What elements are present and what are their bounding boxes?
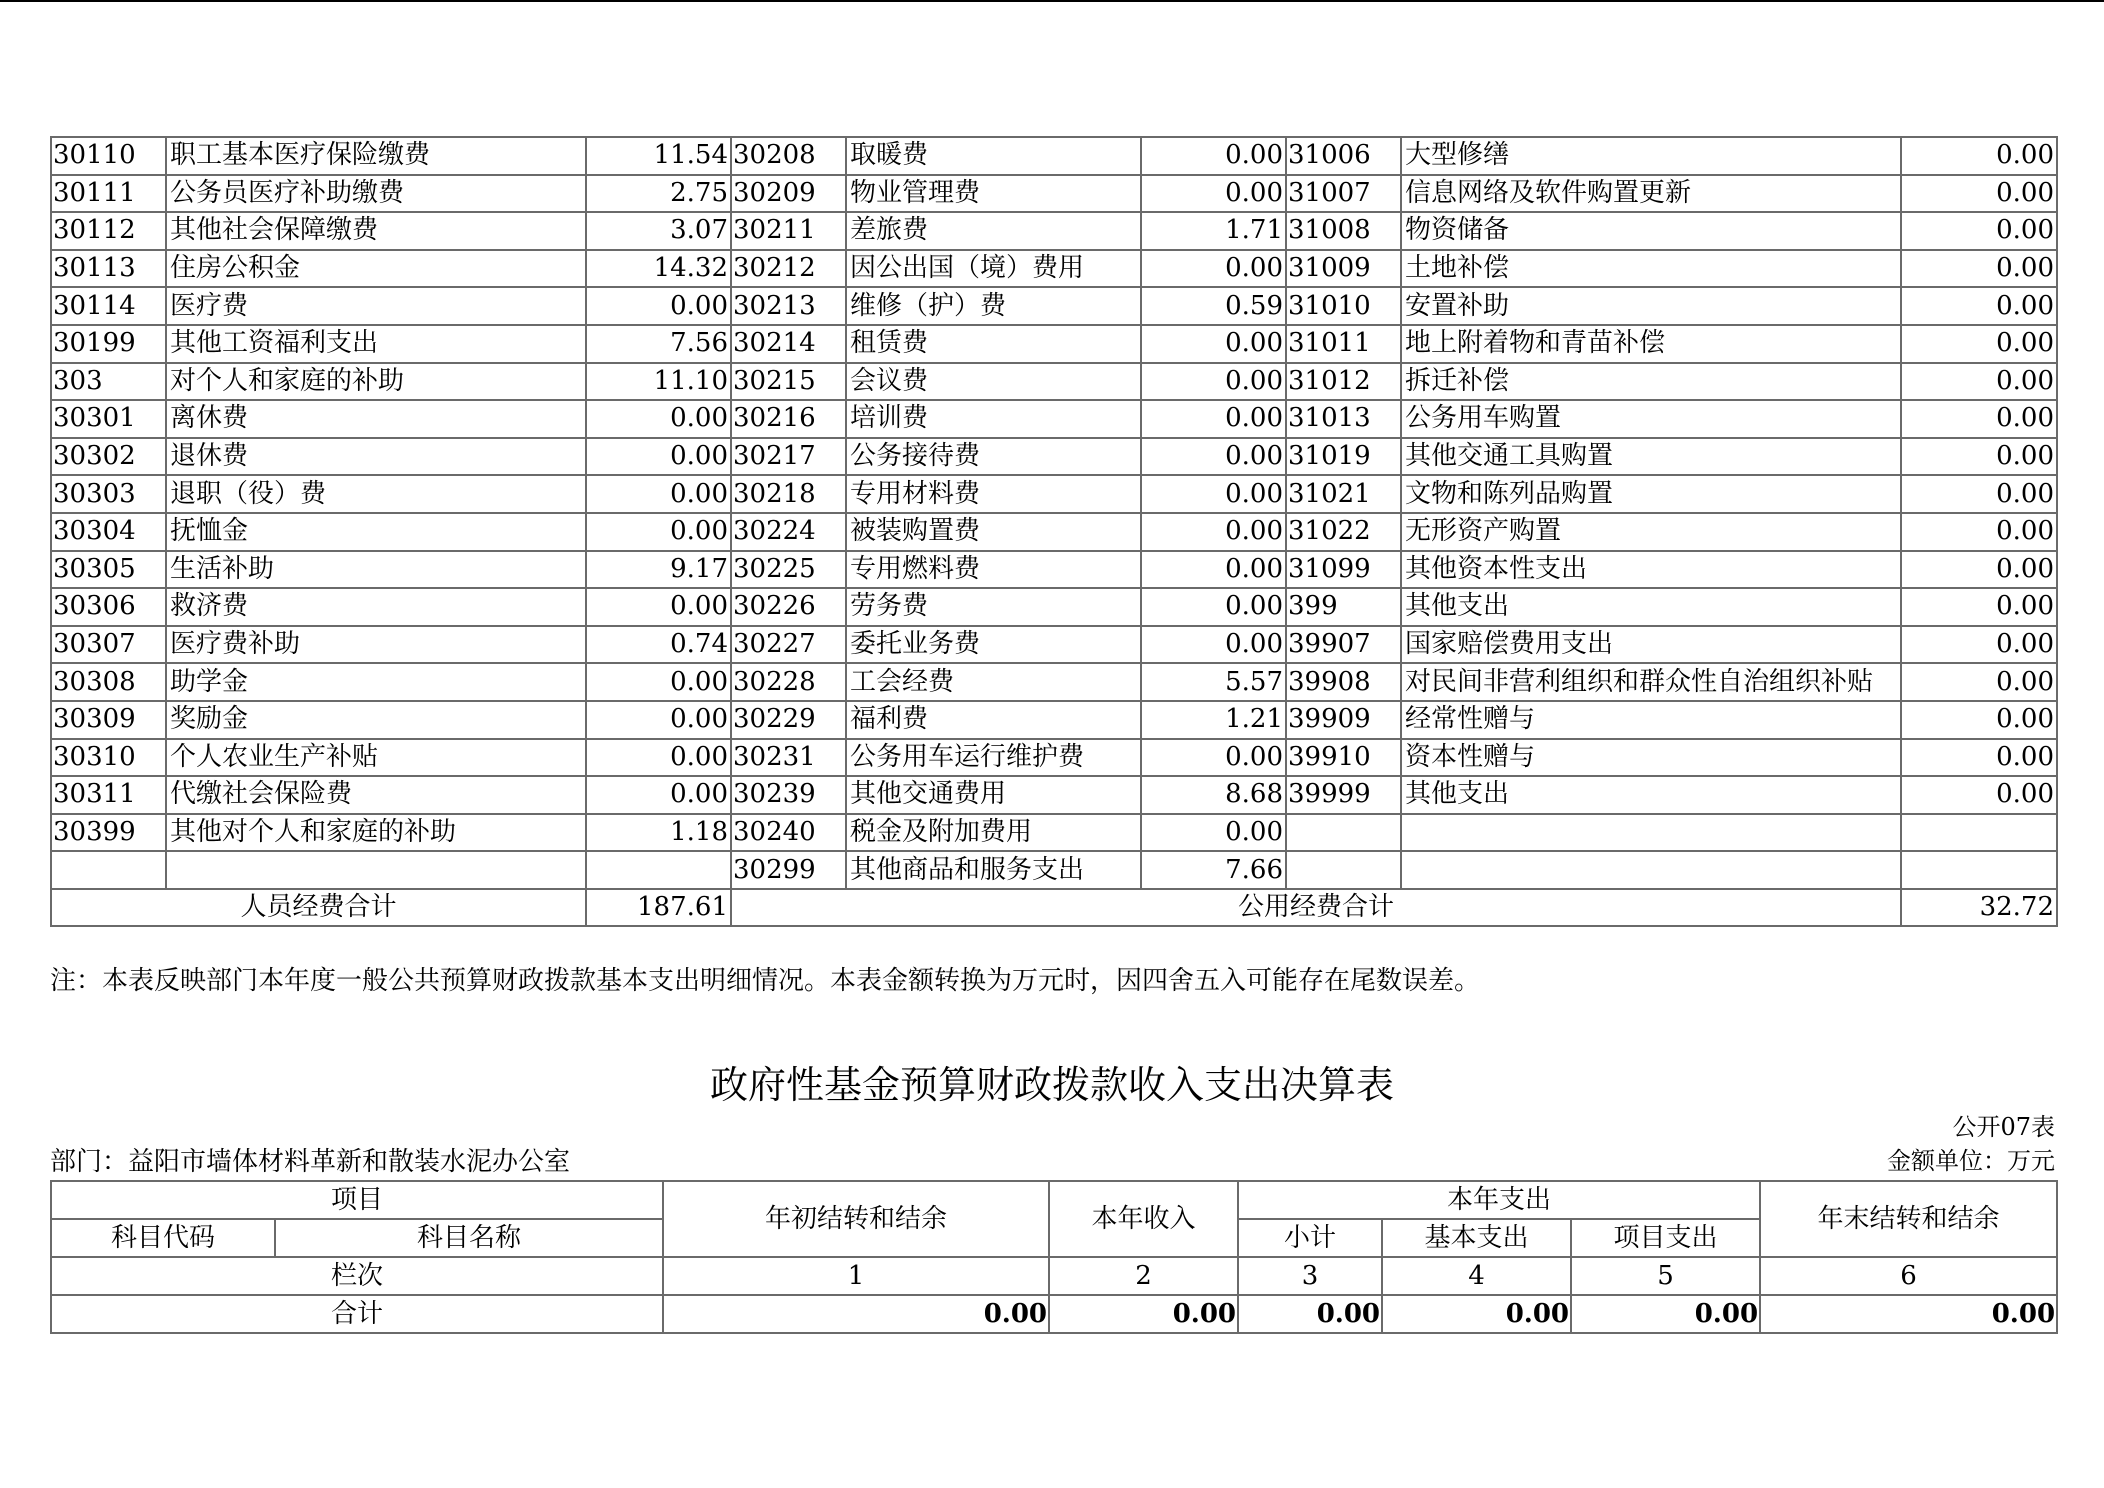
public-total-label: 公用经费合计: [731, 889, 1901, 927]
subject-amount: 1.71: [1141, 212, 1286, 250]
subject-amount: 0.00: [1901, 438, 2057, 476]
subject-amount: 8.68: [1141, 776, 1286, 814]
subject-code: 30224: [731, 513, 846, 551]
subject-name: 维修（护）费: [846, 287, 1141, 325]
subject-name: 公务接待费: [846, 438, 1141, 476]
subject-amount: 1.21: [1141, 701, 1286, 739]
fund-total-value: 0.00: [1760, 1295, 2057, 1333]
subject-code: 31021: [1286, 475, 1401, 513]
table-row: [51, 175, 2057, 213]
header-subject-name: 科目名称: [275, 1219, 663, 1257]
subject-amount: 0.00: [586, 588, 731, 626]
column-number: 5: [1571, 1257, 1760, 1295]
table-row: [51, 626, 2057, 664]
personnel-total-label: 人员经费合计: [51, 889, 586, 927]
subject-code: 30114: [51, 287, 166, 325]
subject-amount: 0.00: [586, 400, 731, 438]
subject-name: 生活补助: [166, 551, 586, 589]
subject-code: 399: [1286, 588, 1401, 626]
subject-name: 拆迁补偿: [1401, 363, 1901, 401]
subject-amount: 0.00: [1901, 701, 2057, 739]
subject-name: 差旅费: [846, 212, 1141, 250]
subject-name: 国家赔偿费用支出: [1401, 626, 1901, 664]
department-label: 部门：益阳市墙体材料革新和散装水泥办公室: [50, 1147, 571, 1177]
subject-amount: 0.00: [586, 701, 731, 739]
subject-code: 30216: [731, 400, 846, 438]
subject-code: 30307: [51, 626, 166, 664]
subject-name: 劳务费: [846, 588, 1141, 626]
subject-name: 资本性赠与: [1401, 739, 1901, 777]
column-number: 3: [1238, 1257, 1382, 1295]
table-row: [51, 776, 2057, 814]
subject-code: 30215: [731, 363, 846, 401]
subject-code: 30113: [51, 250, 166, 288]
table-row: [51, 325, 2057, 363]
subject-name: 救济费: [166, 588, 586, 626]
subject-code: 30214: [731, 325, 846, 363]
subject-code: [51, 851, 166, 889]
subject-name: [166, 851, 586, 889]
subject-code: 30311: [51, 776, 166, 814]
subject-amount: 7.66: [1141, 851, 1286, 889]
table-row: [51, 814, 2057, 852]
subject-name: 其他商品和服务支出: [846, 851, 1141, 889]
fund-total-value: 0.00: [1571, 1295, 1760, 1333]
subject-code: 30212: [731, 250, 846, 288]
subject-code: 30309: [51, 701, 166, 739]
subject-name: 其他支出: [1401, 776, 1901, 814]
subject-code: 31007: [1286, 175, 1401, 213]
subject-name: 助学金: [166, 663, 586, 701]
subject-amount: 11.54: [586, 137, 731, 175]
subject-amount: 0.00: [1141, 551, 1286, 589]
header-subtotal: 小计: [1238, 1219, 1382, 1257]
table-row: [51, 739, 2057, 777]
page-top-border: [0, 0, 2104, 2]
subject-amount: 0.00: [586, 475, 731, 513]
subject-amount: 0.00: [1901, 551, 2057, 589]
subject-code: 303: [51, 363, 166, 401]
subject-code: 39909: [1286, 701, 1401, 739]
subject-amount: 0.00: [586, 513, 731, 551]
subject-name: 信息网络及软件购置更新: [1401, 175, 1901, 213]
table-row: [51, 287, 2057, 325]
table-row: [51, 363, 2057, 401]
subject-code: 30240: [731, 814, 846, 852]
table-row: [51, 851, 2057, 889]
subject-amount: 0.74: [586, 626, 731, 664]
column-number-label: 栏次: [51, 1257, 663, 1295]
personnel-total-value: 187.61: [586, 889, 731, 927]
subject-code: 39910: [1286, 739, 1401, 777]
subject-amount: 0.00: [1141, 400, 1286, 438]
subject-code: 30310: [51, 739, 166, 777]
header-item: 项目: [51, 1181, 663, 1219]
subject-amount: 0.00: [1901, 212, 2057, 250]
subject-code: 39999: [1286, 776, 1401, 814]
subject-code: 30229: [731, 701, 846, 739]
subject-code: 30110: [51, 137, 166, 175]
subject-name: 培训费: [846, 400, 1141, 438]
subject-amount: 11.10: [586, 363, 731, 401]
subject-amount: 0.00: [1901, 363, 2057, 401]
subject-code: 30112: [51, 212, 166, 250]
table-row: [51, 400, 2057, 438]
subject-name: 对个人和家庭的补助: [166, 363, 586, 401]
subject-code: 30111: [51, 175, 166, 213]
table-note: 注：本表反映部门本年度一般公共预算财政拨款基本支出明细情况。本表金额转换为万元时，因四舍五入可能存在尾数误差。: [50, 966, 1481, 996]
subject-name: 其他交通费用: [846, 776, 1141, 814]
subject-name: 其他工资福利支出: [166, 325, 586, 363]
subject-name: 大型修缮: [1401, 137, 1901, 175]
subject-amount: 2.75: [586, 175, 731, 213]
subject-amount: 0.00: [1901, 513, 2057, 551]
subject-code: 31019: [1286, 438, 1401, 476]
subject-code: 30301: [51, 400, 166, 438]
subject-amount: 0.00: [1901, 287, 2057, 325]
subject-name: 代缴社会保险费: [166, 776, 586, 814]
fund-total-value: 0.00: [1382, 1295, 1571, 1333]
fund-total-label: 合计: [51, 1295, 663, 1333]
subject-amount: 0.00: [586, 287, 731, 325]
basic-expenditure-detail-table: [50, 136, 2058, 927]
subject-name: 其他对个人和家庭的补助: [166, 814, 586, 852]
subject-code: 30306: [51, 588, 166, 626]
subject-amount: 0.00: [1901, 776, 2057, 814]
header-project-expense: 项目支出: [1571, 1219, 1760, 1257]
subject-code: 30305: [51, 551, 166, 589]
table-row: [51, 438, 2057, 476]
subject-code: 30302: [51, 438, 166, 476]
subject-amount: 0.00: [1141, 739, 1286, 777]
subject-name: 税金及附加费用: [846, 814, 1141, 852]
subject-code: 31011: [1286, 325, 1401, 363]
subject-amount: 0.00: [1901, 626, 2057, 664]
subject-amount: 5.57: [1141, 663, 1286, 701]
subject-amount: 0.00: [586, 776, 731, 814]
subject-name: 奖励金: [166, 701, 586, 739]
subject-name: 经常性赠与: [1401, 701, 1901, 739]
subject-amount: 0.00: [1901, 475, 2057, 513]
column-number: 1: [663, 1257, 1049, 1295]
subject-amount: 0.00: [1141, 250, 1286, 288]
subject-name: 专用材料费: [846, 475, 1141, 513]
table-row: [51, 588, 2057, 626]
subject-name: 委托业务费: [846, 626, 1141, 664]
table-number: 公开07表: [1952, 1113, 2055, 1141]
subject-name: 其他支出: [1401, 588, 1901, 626]
fund-total-row: [51, 1295, 2057, 1333]
table-row: [51, 212, 2057, 250]
header-subject-code: 科目代码: [51, 1219, 275, 1257]
subject-code: 39908: [1286, 663, 1401, 701]
public-total-value: 32.72: [1901, 889, 2057, 927]
subject-name: 医疗费补助: [166, 626, 586, 664]
header-closing-balance: 年末结转和结余: [1760, 1181, 2057, 1257]
header-basic-expense: 基本支出: [1382, 1219, 1571, 1257]
subject-amount: 0.00: [1901, 663, 2057, 701]
subject-code: 30231: [731, 739, 846, 777]
subject-amount: 0.00: [1901, 400, 2057, 438]
subject-name: 文物和陈列品购置: [1401, 475, 1901, 513]
subject-code: 30239: [731, 776, 846, 814]
subject-name: 会议费: [846, 363, 1141, 401]
subject-code: 30213: [731, 287, 846, 325]
subject-name: 离休费: [166, 400, 586, 438]
subject-code: 30217: [731, 438, 846, 476]
subject-amount: 0.00: [1141, 438, 1286, 476]
subject-amount: [1901, 851, 2057, 889]
subject-code: 39907: [1286, 626, 1401, 664]
fund-header-row-1: [51, 1181, 2057, 1219]
subject-amount: [1901, 814, 2057, 852]
subject-amount: 0.00: [1141, 588, 1286, 626]
subject-amount: 0.00: [1901, 739, 2057, 777]
subject-amount: 0.00: [1141, 363, 1286, 401]
government-fund-table: [50, 1180, 2058, 1334]
subject-name: 公务员医疗补助缴费: [166, 175, 586, 213]
table-row: [51, 701, 2057, 739]
column-number: 2: [1049, 1257, 1238, 1295]
subject-name: 医疗费: [166, 287, 586, 325]
subject-amount: 0.00: [586, 739, 731, 777]
subject-amount: 0.00: [586, 438, 731, 476]
subject-amount: 9.17: [586, 551, 731, 589]
fund-total-value: 0.00: [1049, 1295, 1238, 1333]
subject-amount: 0.00: [1141, 325, 1286, 363]
subject-amount: 0.00: [586, 663, 731, 701]
table-row: [51, 250, 2057, 288]
subject-code: 30226: [731, 588, 846, 626]
table-row: [51, 663, 2057, 701]
fund-total-value: 0.00: [663, 1295, 1049, 1333]
subject-name: 个人农业生产补贴: [166, 739, 586, 777]
subject-name: 安置补助: [1401, 287, 1901, 325]
table-row: [51, 137, 2057, 175]
subject-code: [1286, 851, 1401, 889]
header-year-income: 本年收入: [1049, 1181, 1238, 1257]
subject-code: 30209: [731, 175, 846, 213]
subject-amount: [586, 851, 731, 889]
subject-name: 物资储备: [1401, 212, 1901, 250]
subject-code: 30299: [731, 851, 846, 889]
subject-code: 31009: [1286, 250, 1401, 288]
subject-code: 31099: [1286, 551, 1401, 589]
subject-amount: 3.07: [586, 212, 731, 250]
subject-code: [1286, 814, 1401, 852]
header-year-expense: 本年支出: [1238, 1181, 1760, 1219]
subject-name: 公务用车购置: [1401, 400, 1901, 438]
subject-name: 物业管理费: [846, 175, 1141, 213]
subject-amount: 1.18: [586, 814, 731, 852]
subject-name: 工会经费: [846, 663, 1141, 701]
subject-name: [1401, 814, 1901, 852]
subject-code: 30199: [51, 325, 166, 363]
subject-amount: 0.00: [1141, 175, 1286, 213]
subject-code: 30227: [731, 626, 846, 664]
subject-name: 被装购置费: [846, 513, 1141, 551]
subject-amount: 14.32: [586, 250, 731, 288]
subject-code: 30228: [731, 663, 846, 701]
subject-amount: 0.59: [1141, 287, 1286, 325]
subject-code: 30303: [51, 475, 166, 513]
subject-code: 31022: [1286, 513, 1401, 551]
subject-amount: 0.00: [1901, 325, 2057, 363]
subject-code: 30308: [51, 663, 166, 701]
subject-code: 31010: [1286, 287, 1401, 325]
subject-name: 其他资本性支出: [1401, 551, 1901, 589]
subject-code: 30218: [731, 475, 846, 513]
detail-total-row: [51, 889, 2057, 927]
subject-name: 取暖费: [846, 137, 1141, 175]
table-row: [51, 475, 2057, 513]
fund-column-number-row: [51, 1257, 2057, 1295]
subject-name: 抚恤金: [166, 513, 586, 551]
column-number: 4: [1382, 1257, 1571, 1295]
subject-name: [1401, 851, 1901, 889]
subject-code: 30208: [731, 137, 846, 175]
subject-name: 租赁费: [846, 325, 1141, 363]
subject-name: 其他社会保障缴费: [166, 212, 586, 250]
subject-code: 31013: [1286, 400, 1401, 438]
subject-amount: 0.00: [1141, 626, 1286, 664]
column-number: 6: [1760, 1257, 2057, 1295]
subject-amount: 0.00: [1141, 137, 1286, 175]
subject-name: 福利费: [846, 701, 1141, 739]
table-row: [51, 551, 2057, 589]
subject-name: 无形资产购置: [1401, 513, 1901, 551]
fund-table-title: 政府性基金预算财政拨款收入支出决算表: [709, 1063, 1394, 1107]
subject-code: 30225: [731, 551, 846, 589]
amount-unit: 金额单位：万元: [1887, 1147, 2055, 1175]
subject-name: 其他交通工具购置: [1401, 438, 1901, 476]
subject-name: 地上附着物和青苗补偿: [1401, 325, 1901, 363]
subject-name: 职工基本医疗保险缴费: [166, 137, 586, 175]
subject-code: 30304: [51, 513, 166, 551]
subject-name: 因公出国（境）费用: [846, 250, 1141, 288]
subject-amount: 7.56: [586, 325, 731, 363]
subject-name: 退休费: [166, 438, 586, 476]
subject-amount: 0.00: [1141, 513, 1286, 551]
subject-amount: 0.00: [1141, 475, 1286, 513]
subject-code: 31006: [1286, 137, 1401, 175]
subject-amount: 0.00: [1901, 250, 2057, 288]
fund-total-value: 0.00: [1238, 1295, 1382, 1333]
subject-code: 31008: [1286, 212, 1401, 250]
subject-amount: 0.00: [1901, 175, 2057, 213]
subject-amount: 0.00: [1141, 814, 1286, 852]
subject-name: 专用燃料费: [846, 551, 1141, 589]
header-opening-balance: 年初结转和结余: [663, 1181, 1049, 1257]
subject-code: 30211: [731, 212, 846, 250]
subject-name: 对民间非营利组织和群众性自治组织补贴: [1401, 663, 1901, 701]
subject-code: 31012: [1286, 363, 1401, 401]
table-row: [51, 513, 2057, 551]
subject-name: 公务用车运行维护费: [846, 739, 1141, 777]
subject-name: 土地补偿: [1401, 250, 1901, 288]
subject-name: 退职（役）费: [166, 475, 586, 513]
subject-name: 住房公积金: [166, 250, 586, 288]
subject-amount: 0.00: [1901, 137, 2057, 175]
subject-code: 30399: [51, 814, 166, 852]
subject-amount: 0.00: [1901, 588, 2057, 626]
